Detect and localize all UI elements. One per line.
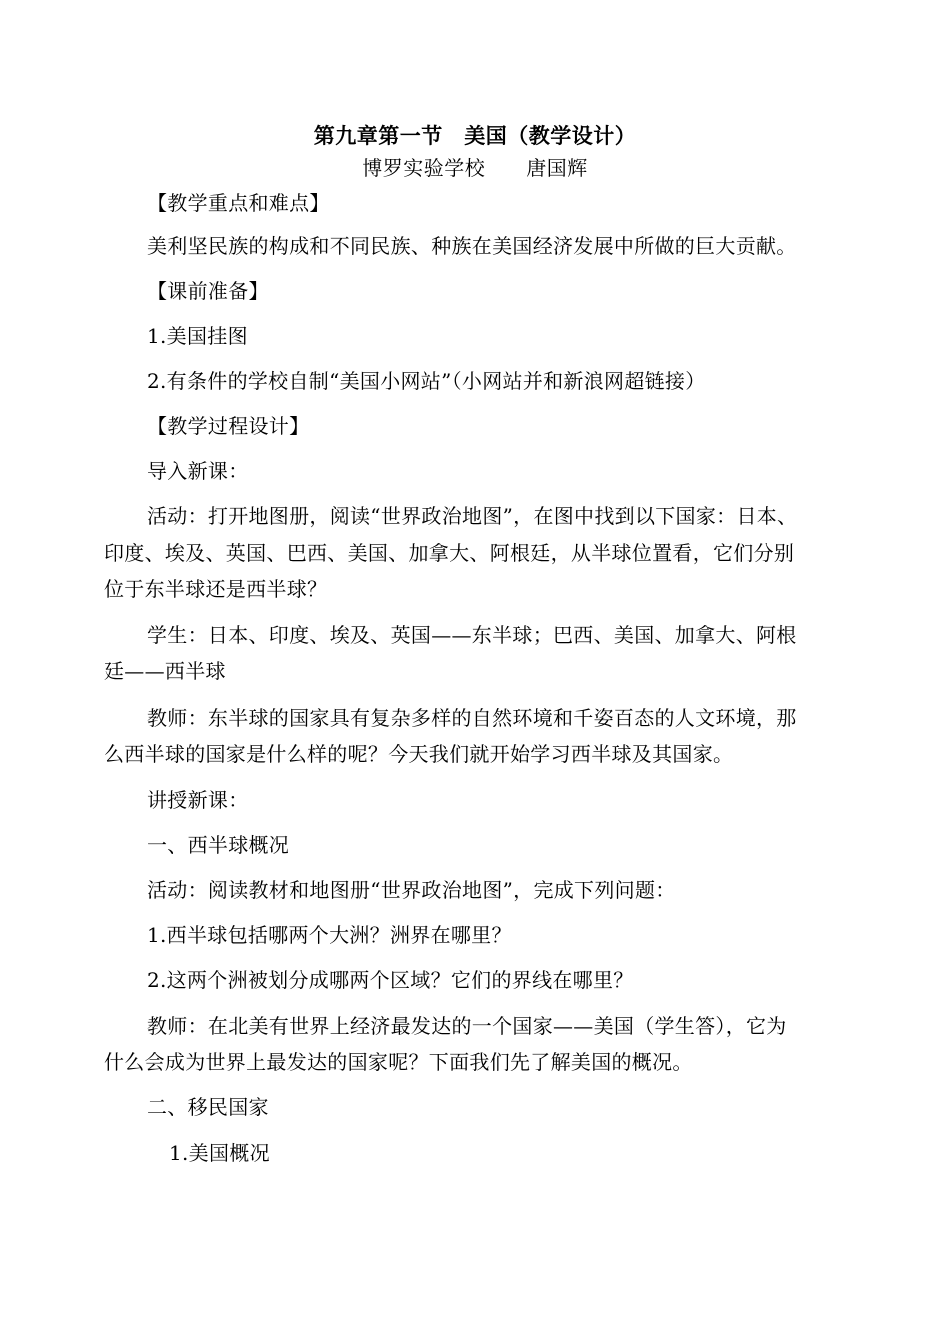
- paragraph-line: 学生：日本、印度、埃及、英国——东半球；巴西、美国、加拿大、阿根: [147, 623, 797, 647]
- paragraph-line: 美利坚民族的构成和不同民族、种族在美国经济发展中所做的巨大贡献。: [147, 234, 797, 258]
- paragraph-line: 导入新课：: [147, 459, 249, 483]
- paragraph-line: 印度、埃及、英国、巴西、美国、加拿大、阿根廷，从半球位置看，它们分别: [104, 541, 795, 565]
- author-line: 博罗实验学校 唐国辉: [362, 156, 588, 180]
- paragraph-line: 廷——西半球: [104, 659, 226, 683]
- section-heading: 【教学过程设计】: [147, 414, 310, 438]
- paragraph-line: 教师：东半球的国家具有复杂多样的自然环境和千姿百态的人文环境，那: [147, 706, 797, 730]
- section-heading: 一、西半球概况: [147, 833, 290, 857]
- paragraph-line: 么西半球的国家是什么样的呢？今天我们就开始学习西半球及其国家。: [104, 742, 734, 766]
- section-heading: 【教学重点和难点】: [147, 191, 330, 215]
- paragraph-line: 教师：在北美有世界上经济最发达的一个国家——美国（学生答），它为: [147, 1014, 787, 1038]
- list-item: 1.美国概况: [169, 1141, 270, 1165]
- paragraph-line: 活动：打开地图册，阅读“世界政治地图”，在图中找到以下国家：日本、: [147, 504, 798, 528]
- list-item: 1.西半球包括哪两个大洲？洲界在哪里？: [147, 923, 512, 947]
- document-title: 第九章第一节 美国（教学设计）: [313, 123, 637, 148]
- section-heading: 【课前准备】: [147, 279, 269, 303]
- paragraph-line: 活动：阅读教材和地图册“世界政治地图”，完成下列问题：: [147, 878, 676, 902]
- list-item: 2.有条件的学校自制“美国小网站”（小网站并和新浪网超链接）: [147, 369, 706, 393]
- paragraph-line: 什么会成为世界上最发达的国家呢？下面我们先了解美国的概况。: [104, 1050, 693, 1074]
- list-item: 1.美国挂图: [147, 324, 248, 348]
- section-heading: 二、移民国家: [147, 1095, 269, 1119]
- paragraph-line: 讲授新课：: [147, 788, 249, 812]
- list-item: 2.这两个洲被划分成哪两个区域？它们的界线在哪里？: [147, 968, 634, 992]
- paragraph-line: 位于东半球还是西半球？: [104, 577, 328, 601]
